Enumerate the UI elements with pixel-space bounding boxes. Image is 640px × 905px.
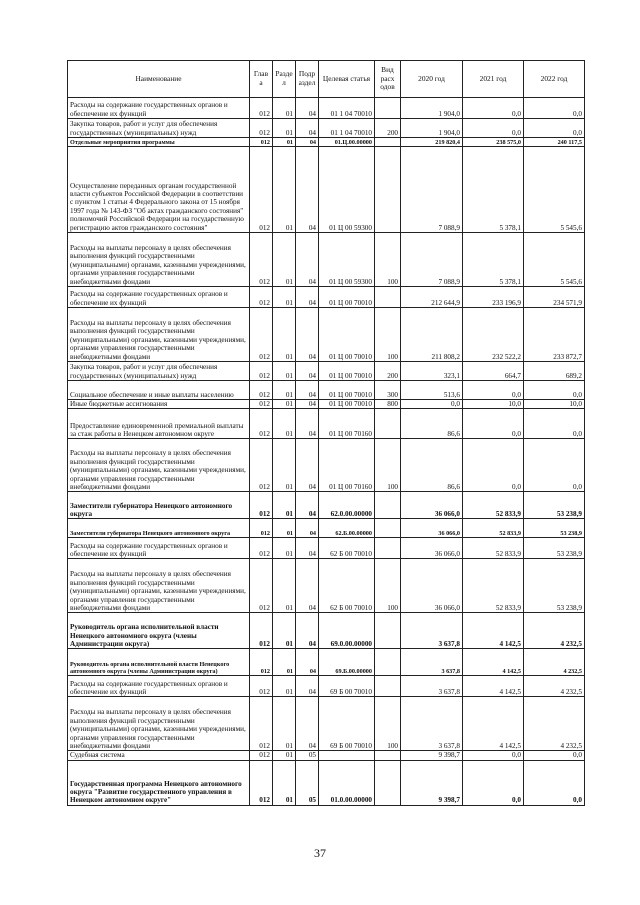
cell-vid: 100 [375, 439, 401, 492]
cell-target: 01 Ц 00 59300 [319, 147, 375, 233]
cell-2020: 212 644,9 [401, 287, 463, 308]
cell-2020: 0,0 [401, 400, 463, 409]
header-target: Целевая статья [319, 61, 375, 98]
cell-2020: 219 820,4 [401, 138, 463, 147]
cell-podrazdel: 04 [296, 381, 319, 400]
cell-razdel: 01 [273, 676, 296, 697]
cell-target: 69.0.00.00000 [319, 613, 375, 649]
cell-name: Заместители губернатора Ненецкого автономного округа [68, 492, 250, 519]
cell-2022: 0,0 [524, 119, 585, 138]
cell-2022: 233 872,7 [524, 308, 585, 362]
cell-target: 01.0.00.00000 [319, 760, 375, 805]
cell-target: 01 Ц 00 70160 [319, 439, 375, 492]
cell-name: Отдельные мероприятия программы [68, 138, 250, 147]
cell-2021: 5 378,1 [463, 147, 524, 233]
cell-name: Государственная программа Ненецкого автономного округа "Развитие государственного управления в Ненецком автономном округе" [68, 760, 250, 805]
cell-2020: 1 904,0 [401, 119, 463, 138]
cell-target: 69 Б 00 70010 [319, 676, 375, 697]
cell-2022: 0,0 [524, 98, 585, 119]
cell-razdel: 01 [273, 751, 296, 760]
cell-glav: 012 [250, 119, 273, 138]
cell-name: Заместители губернатора Ненецкого автономного округа [68, 519, 250, 538]
cell-2021: 5 378,1 [463, 233, 524, 287]
table-row [68, 760, 585, 805]
cell-2022: 0,0 [524, 381, 585, 400]
cell-2022: 0,0 [524, 751, 585, 760]
cell-2021: 0,0 [463, 381, 524, 400]
table-body [68, 98, 585, 806]
cell-vid: 200 [375, 362, 401, 381]
budget-table [67, 60, 585, 806]
cell-vid: 100 [375, 308, 401, 362]
cell-2022: 5 545,6 [524, 233, 585, 287]
cell-2022: 240 117,5 [524, 138, 585, 147]
cell-glav: 012 [250, 400, 273, 409]
cell-name: Судебная система [68, 751, 250, 760]
cell-vid: 100 [375, 233, 401, 287]
cell-glav: 012 [250, 760, 273, 805]
cell-2021: 10,0 [463, 400, 524, 409]
cell-2020: 3 637,8 [401, 613, 463, 649]
cell-name: Расходы на выплаты персоналу в целях обеспечения выполнения функций государственными (муниципальными) органами, казенными учреждениями, органами управления государственными внебюджетными фондами [68, 559, 250, 613]
cell-glav: 012 [250, 287, 273, 308]
cell-vid: 300 [375, 381, 401, 400]
cell-podrazdel: 04 [296, 492, 319, 519]
cell-2022: 4 232,5 [524, 676, 585, 697]
cell-podrazdel: 04 [296, 400, 319, 409]
cell-podrazdel: 04 [296, 233, 319, 287]
table-row [68, 697, 585, 751]
cell-2021: 0,0 [463, 751, 524, 760]
cell-vid [375, 538, 401, 559]
cell-vid [375, 138, 401, 147]
cell-2022: 234 571,9 [524, 287, 585, 308]
cell-glav: 012 [250, 439, 273, 492]
cell-2020: 86,6 [401, 439, 463, 492]
cell-razdel: 01 [273, 98, 296, 119]
cell-2020: 36 066,0 [401, 492, 463, 519]
cell-podrazdel: 04 [296, 697, 319, 751]
cell-2021: 52 833,9 [463, 492, 524, 519]
cell-2022: 0,0 [524, 439, 585, 492]
cell-vid: 200 [375, 119, 401, 138]
cell-2020: 3 637,8 [401, 676, 463, 697]
cell-glav: 012 [250, 751, 273, 760]
table-header-row [68, 61, 585, 98]
cell-target: 01 Ц 00 70160 [319, 409, 375, 439]
cell-2021: 4 142,5 [463, 697, 524, 751]
cell-2020: 211 808,2 [401, 308, 463, 362]
cell-2020: 9 398,7 [401, 760, 463, 805]
header-glav: Глав а [250, 61, 273, 98]
table-row [68, 119, 585, 138]
cell-2021: 52 833,9 [463, 538, 524, 559]
cell-2021: 52 833,9 [463, 559, 524, 613]
cell-glav: 012 [250, 98, 273, 119]
cell-2020: 3 637,8 [401, 697, 463, 751]
cell-glav: 012 [250, 697, 273, 751]
cell-podrazdel: 04 [296, 559, 319, 613]
cell-2020: 36 066,0 [401, 559, 463, 613]
cell-razdel: 01 [273, 138, 296, 147]
cell-name: Закупка товаров, работ и услуг для обеспечения государственных (муниципальных) нужд [68, 119, 250, 138]
cell-podrazdel: 04 [296, 519, 319, 538]
cell-2021: 233 196,9 [463, 287, 524, 308]
cell-name: Расходы на содержание государственных органов и обеспечение их функций [68, 98, 250, 119]
cell-target: 69.Б.00.00000 [319, 649, 375, 676]
cell-2022: 4 232,5 [524, 697, 585, 751]
cell-target: 69 Б 00 70010 [319, 697, 375, 751]
cell-2020: 3 637,8 [401, 649, 463, 676]
cell-2022: 4 232,5 [524, 613, 585, 649]
cell-glav: 012 [250, 409, 273, 439]
cell-2022: 10,0 [524, 400, 585, 409]
cell-name: Иные бюджетные ассигнования [68, 400, 250, 409]
cell-podrazdel: 05 [296, 760, 319, 805]
cell-target: 62 Б 00 70010 [319, 559, 375, 613]
table-row [68, 519, 585, 538]
cell-vid: 100 [375, 559, 401, 613]
table-row [68, 147, 585, 233]
cell-vid [375, 492, 401, 519]
header-2020: 2020 год [401, 61, 463, 98]
cell-vid: 100 [375, 697, 401, 751]
cell-podrazdel: 04 [296, 409, 319, 439]
cell-name: Расходы на содержание государственных органов и обеспечение их функций [68, 676, 250, 697]
cell-2020: 36 066,0 [401, 519, 463, 538]
cell-2022: 53 238,9 [524, 538, 585, 559]
cell-name: Предоставление единовременной премиальной выплаты за стаж работы в Ненецком автономном округе [68, 409, 250, 439]
table-row [68, 98, 585, 119]
cell-vid [375, 751, 401, 760]
cell-vid [375, 409, 401, 439]
cell-target: 01 Ц 00 70010 [319, 362, 375, 381]
cell-razdel: 01 [273, 559, 296, 613]
cell-vid [375, 613, 401, 649]
cell-2020: 7 088,9 [401, 147, 463, 233]
cell-razdel: 01 [273, 439, 296, 492]
cell-target: 01 Ц 00 59300 [319, 233, 375, 287]
cell-2022: 0,0 [524, 409, 585, 439]
cell-2021: 0,0 [463, 409, 524, 439]
cell-podrazdel: 04 [296, 613, 319, 649]
header-vid: Вид расх одов [375, 61, 401, 98]
cell-name: Расходы на выплаты персоналу в целях обеспечения выполнения функций государственными (муниципальными) органами, казенными учреждениями, органами управления государственными внебюджетными фондами [68, 697, 250, 751]
cell-2022: 4 232,5 [524, 649, 585, 676]
table-row [68, 676, 585, 697]
cell-2021: 4 142,5 [463, 649, 524, 676]
cell-podrazdel: 04 [296, 649, 319, 676]
header-razdel: Разде л [273, 61, 296, 98]
cell-name: Руководитель органа исполнительной власти Ненецкого автономного округа (члены Администрации округа) [68, 613, 250, 649]
cell-razdel: 01 [273, 308, 296, 362]
cell-2020: 86,6 [401, 409, 463, 439]
cell-glav: 012 [250, 519, 273, 538]
cell-podrazdel: 04 [296, 538, 319, 559]
cell-target: 01 Ц 00 70010 [319, 400, 375, 409]
cell-razdel: 01 [273, 649, 296, 676]
page-number: 37 [314, 846, 326, 860]
cell-2021: 0,0 [463, 98, 524, 119]
cell-2021: 0,0 [463, 439, 524, 492]
cell-target: 01.Ц.00.00000 [319, 138, 375, 147]
cell-2021: 0,0 [463, 760, 524, 805]
cell-target: 01 Ц 00 70010 [319, 308, 375, 362]
cell-glav: 012 [250, 233, 273, 287]
table-row [68, 492, 585, 519]
cell-podrazdel: 04 [296, 138, 319, 147]
cell-2020: 323,1 [401, 362, 463, 381]
cell-razdel: 01 [273, 760, 296, 805]
table-row [68, 400, 585, 409]
cell-name: Социальное обеспечение и иные выплаты населению [68, 381, 250, 400]
header-2022: 2022 год [524, 61, 585, 98]
cell-razdel: 01 [273, 538, 296, 559]
cell-target: 01 1 04 70010 [319, 98, 375, 119]
cell-vid [375, 649, 401, 676]
table-row [68, 233, 585, 287]
cell-razdel: 01 [273, 492, 296, 519]
cell-2022: 53 238,9 [524, 492, 585, 519]
cell-2020: 7 088,9 [401, 233, 463, 287]
table-row [68, 138, 585, 147]
table-row [68, 613, 585, 649]
cell-target: 62.0.00.00000 [319, 492, 375, 519]
cell-2021: 4 142,5 [463, 613, 524, 649]
cell-name: Расходы на выплаты персоналу в целях обеспечения выполнения функций государственными (муниципальными) органами, казенными учреждениями, органами управления государственными внебюджетными фондами [68, 233, 250, 287]
cell-2022: 5 545,6 [524, 147, 585, 233]
cell-vid [375, 519, 401, 538]
cell-razdel: 01 [273, 147, 296, 233]
cell-glav: 012 [250, 138, 273, 147]
cell-glav: 012 [250, 492, 273, 519]
cell-razdel: 01 [273, 409, 296, 439]
table-row [68, 538, 585, 559]
cell-2020: 1 904,0 [401, 98, 463, 119]
cell-glav: 012 [250, 308, 273, 362]
cell-vid [375, 147, 401, 233]
cell-2021: 238 575,0 [463, 138, 524, 147]
header-2021: 2021 год [463, 61, 524, 98]
cell-2020: 9 398,7 [401, 751, 463, 760]
table-row [68, 308, 585, 362]
cell-2022: 53 238,9 [524, 559, 585, 613]
cell-razdel: 01 [273, 697, 296, 751]
cell-vid [375, 98, 401, 119]
cell-glav: 012 [250, 649, 273, 676]
table-row [68, 381, 585, 400]
table-row [68, 362, 585, 381]
cell-2021: 664,7 [463, 362, 524, 381]
cell-name: Закупка товаров, работ и услуг для обеспечения государственных (муниципальных) нужд [68, 362, 250, 381]
cell-glav: 012 [250, 362, 273, 381]
cell-podrazdel: 04 [296, 362, 319, 381]
cell-vid: 800 [375, 400, 401, 409]
cell-name: Расходы на содержание государственных органов и обеспечение их функций [68, 287, 250, 308]
cell-2022: 53 238,9 [524, 519, 585, 538]
cell-podrazdel: 04 [296, 287, 319, 308]
cell-2022: 689,2 [524, 362, 585, 381]
cell-podrazdel: 04 [296, 147, 319, 233]
cell-name: Руководитель органа исполнительной власти Ненецкого автономного округа (члены Администрации округа) [68, 649, 250, 676]
cell-2021: 4 142,5 [463, 676, 524, 697]
cell-2021: 232 522,2 [463, 308, 524, 362]
cell-2022: 0,0 [524, 760, 585, 805]
cell-name: Расходы на выплаты персоналу в целях обеспечения выполнения функций государственными (муниципальными) органами, казенными учреждениями, органами управления государственными внебюджетными фондами [68, 308, 250, 362]
cell-razdel: 01 [273, 613, 296, 649]
cell-vid [375, 676, 401, 697]
cell-razdel: 01 [273, 400, 296, 409]
table-row [68, 287, 585, 308]
cell-podrazdel: 04 [296, 308, 319, 362]
table-row [68, 649, 585, 676]
cell-glav: 012 [250, 147, 273, 233]
cell-podrazdel: 04 [296, 676, 319, 697]
cell-2021: 0,0 [463, 119, 524, 138]
cell-glav: 012 [250, 676, 273, 697]
cell-razdel: 01 [273, 519, 296, 538]
cell-name: Осуществление переданных органам государственной власти субъектов Российской Федерации в соответствии с пунктом 1 статьи 4 Федерального закона от 15 ноября 1997 года № 143-ФЗ "Об актах гражданского состояния" полномочий Российской Федерации на государственную регистрацию актов гражданского состояния" [68, 147, 250, 233]
cell-target: 01 Ц 00 70010 [319, 287, 375, 308]
cell-target: 62 Б 00 70010 [319, 538, 375, 559]
cell-target: 62.Б.00.00000 [319, 519, 375, 538]
cell-razdel: 01 [273, 119, 296, 138]
table-row [68, 559, 585, 613]
cell-target [319, 751, 375, 760]
header-podrazdel: Подр аздел [296, 61, 319, 98]
cell-podrazdel: 05 [296, 751, 319, 760]
cell-2021: 52 833,9 [463, 519, 524, 538]
cell-podrazdel: 04 [296, 119, 319, 138]
cell-razdel: 01 [273, 233, 296, 287]
cell-podrazdel: 04 [296, 98, 319, 119]
cell-target: 01 1 04 70010 [319, 119, 375, 138]
cell-glav: 012 [250, 613, 273, 649]
header-name: Наименование [68, 61, 250, 98]
cell-glav: 012 [250, 381, 273, 400]
cell-2020: 36 066,0 [401, 538, 463, 559]
cell-razdel: 01 [273, 287, 296, 308]
table-row [68, 409, 585, 439]
cell-razdel: 01 [273, 381, 296, 400]
cell-name: Расходы на выплаты персоналу в целях обеспечения выполнения функций государственными (муниципальными) органами, казенными учреждениями, органами управления государственными внебюджетными фондами [68, 439, 250, 492]
cell-glav: 012 [250, 538, 273, 559]
table-row [68, 751, 585, 760]
cell-2020: 513,6 [401, 381, 463, 400]
cell-target: 01 Ц 00 70010 [319, 381, 375, 400]
cell-razdel: 01 [273, 362, 296, 381]
cell-vid [375, 760, 401, 805]
cell-podrazdel: 04 [296, 439, 319, 492]
cell-glav: 012 [250, 559, 273, 613]
cell-name: Расходы на содержание государственных органов и обеспечение их функций [68, 538, 250, 559]
cell-vid [375, 287, 401, 308]
table-row [68, 439, 585, 492]
